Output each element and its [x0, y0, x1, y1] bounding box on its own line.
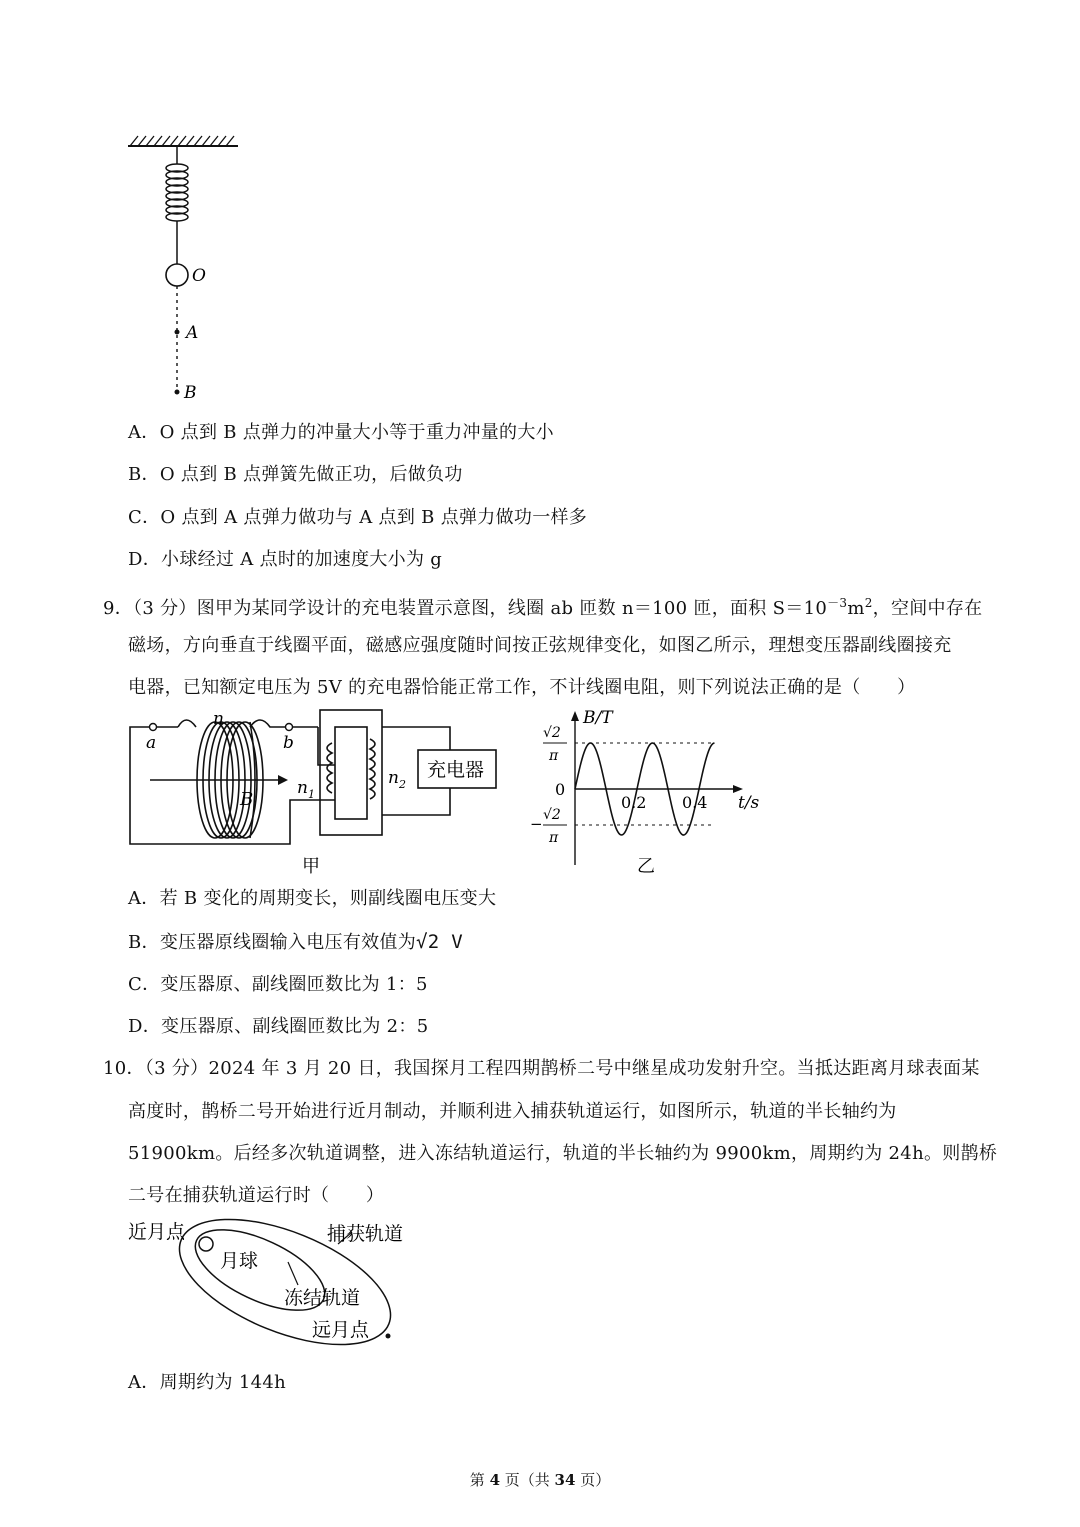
x-axis-label: t/s	[738, 793, 760, 813]
label-a: a	[146, 733, 157, 753]
y-bottom-sign: −	[530, 815, 543, 833]
terminal-b	[286, 724, 293, 731]
q8-option-a: A．O 点到 B 点弹力的冲量大小等于重力冲量的大小	[128, 422, 554, 443]
caption-yi: 乙	[637, 856, 655, 877]
q9-stem-text: 9．（3 分）图甲为某同学设计的充电装置示意图，线圈 ab 匝数 n＝100 匝，面积 S＝10	[103, 598, 828, 619]
orbit-figure	[120, 1210, 420, 1350]
q9-option-b-text: B．变压器原线圈输入电压有效值为	[128, 932, 417, 953]
label-apolune: 远月点	[312, 1319, 370, 1341]
q10-stem-line2: 高度时，鹊桥二号开始进行近月制动，并顺利进入捕获轨道运行，如图所示，轨道的半长轴约为	[128, 1101, 897, 1122]
label-B: B	[184, 383, 197, 403]
footer-mid: 页（共	[500, 1471, 555, 1489]
q9-option-b	[128, 930, 463, 955]
point-B	[175, 390, 180, 395]
label-O: O	[192, 266, 206, 286]
q10-stem-line1: 10．（3 分）2024 年 3 月 20 日，我国探月工程四期鹊桥二号中继星成功发射升空。当抵达距离月球表面某	[103, 1058, 980, 1079]
footer-pre: 第	[469, 1471, 490, 1489]
label-A: A	[186, 323, 199, 343]
charger-label: 充电器	[427, 759, 485, 781]
q10-option-a: A．周期约为 144h	[128, 1372, 286, 1393]
label-b: b	[283, 733, 294, 753]
label-B-field: B	[240, 789, 254, 810]
q9-option-d: D．变压器原、副线圈匝数比为 2：5	[128, 1016, 429, 1037]
q9-unit-sq: 2	[864, 596, 873, 610]
label-frozen-orbit: 冻结轨道	[284, 1287, 361, 1309]
y-axis-label: B/T	[583, 708, 613, 728]
figure-jia-charging-device	[120, 705, 510, 880]
x-tick-0-4: 0.4	[682, 793, 708, 812]
y-bottom-denominator: π	[549, 830, 559, 846]
point-A	[175, 330, 180, 335]
label-perilune: 近月点	[128, 1221, 186, 1243]
ball	[166, 264, 188, 286]
q9-stem-line2: 磁场，方向垂直于线圈平面，磁感应强度随时间按正弦规律变化，如图乙所示，理想变压器副线圈接充	[128, 635, 952, 656]
spring-figure	[120, 130, 260, 410]
q9-exponent: －3	[827, 596, 848, 610]
q9-unit-m: m	[847, 598, 865, 619]
label-n: n	[213, 709, 224, 729]
origin-label: 0	[555, 780, 566, 799]
y-top-numerator: √2	[543, 725, 561, 741]
footer-page-number: 4	[489, 1471, 500, 1489]
q9-stem-end: ，空间中存在	[872, 598, 983, 619]
spring-coil	[166, 164, 188, 221]
q9-stem-line3: 电器，已知额定电压为 5V 的充电器恰能正常工作，不计线圈电阻，则下列说法正确的是（ ）	[128, 677, 916, 698]
q8-option-c: C．O 点到 A 点弹力做功与 A 点到 B 点弹力做功一样多	[128, 507, 588, 528]
caption-jia: 甲	[302, 856, 320, 877]
figure-yi-b-t-graph	[525, 705, 775, 880]
footer-post: 页）	[575, 1471, 611, 1489]
label-n1: $n_1$	[297, 778, 315, 801]
q10-stem-line4: 二号在捕获轨道运行时（ ）	[128, 1185, 385, 1206]
x-tick-0-2: 0.2	[621, 793, 647, 812]
label-capture-orbit: 捕获轨道	[327, 1223, 404, 1245]
q9-option-a: A．若 B 变化的周期变长，则副线圈电压变大	[128, 888, 497, 909]
page-footer	[0, 1470, 1080, 1490]
y-top-denominator: π	[549, 748, 559, 764]
footer-total-pages: 34	[554, 1471, 576, 1489]
y-bottom-numerator: √2	[543, 807, 561, 823]
apolune-point	[386, 1334, 391, 1339]
moon	[199, 1237, 213, 1251]
q8-option-d: D．小球经过 A 点时的加速度大小为 g	[128, 549, 443, 570]
q9-option-c: C．变压器原、副线圈匝数比为 1：5	[128, 974, 428, 995]
label-n2: $n_2$	[388, 768, 406, 791]
terminal-a	[150, 724, 157, 731]
q9-stem-line1	[103, 591, 982, 621]
q9-option-b-value: √2 V	[416, 931, 463, 953]
frozen-orbit-ellipse	[184, 1213, 336, 1327]
label-moon: 月球	[220, 1250, 259, 1272]
q8-option-b: B．O 点到 B 点弹簧先做正功，后做负功	[128, 464, 463, 485]
q10-stem-line3: 51900km。后经多次轨道调整，进入冻结轨道运行，轨道的半长轴约为 9900km，周期约为 24h。则鹊桥	[128, 1143, 998, 1164]
